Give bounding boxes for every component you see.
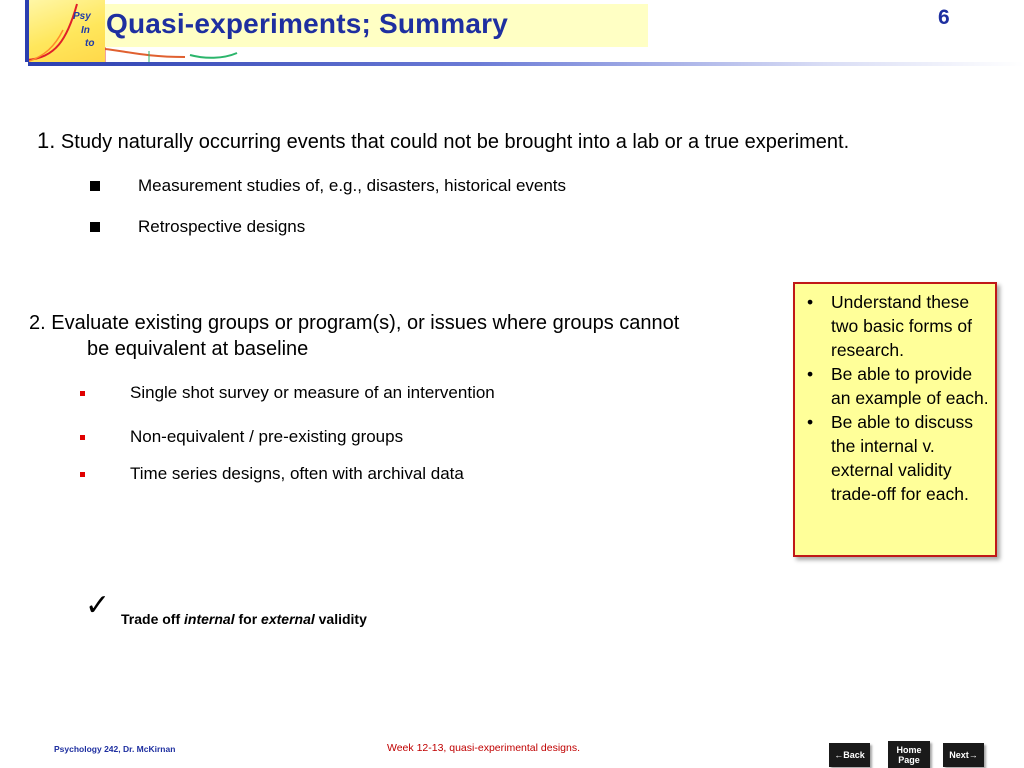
footer-course: Psychology 242, Dr. McKirnan [54, 744, 176, 754]
red-square-bullet-icon [80, 435, 85, 440]
list-item [90, 217, 305, 237]
square-bullet-icon [90, 181, 100, 191]
tradeoff-external: external [261, 611, 315, 627]
list-item [80, 464, 464, 484]
logo-text-line: to [85, 38, 95, 49]
list-item [80, 427, 403, 447]
red-square-bullet-icon [80, 472, 85, 477]
home-page-button[interactable] [888, 741, 930, 768]
list-item-text: Retrospective designs [138, 217, 306, 236]
home-button-label: Home [896, 744, 922, 755]
list-item-text: Single shot survey or measure of an intervention [130, 383, 495, 402]
tradeoff-statement [121, 611, 367, 627]
curve-graphic-icon [25, 0, 105, 62]
list-item-text: Measurement studies of, e.g., disasters, historical events [138, 176, 567, 195]
back-button-label: ←Back [834, 750, 865, 760]
next-button-label: Next→ [949, 750, 978, 760]
red-square-bullet-icon [80, 391, 85, 396]
list-item [80, 383, 495, 403]
bullet-dot-icon: • [807, 412, 814, 432]
next-button[interactable] [943, 743, 984, 767]
list-item [803, 362, 989, 410]
learning-goals-box [793, 282, 997, 557]
tradeoff-text: Trade off [121, 611, 185, 627]
checkmark-icon: ✓ [85, 588, 111, 623]
point-2-line-1: 2. Evaluate existing groups or program(s), or issues where groups cannot [29, 312, 680, 334]
header-rule [28, 62, 1024, 66]
point-1-text: Study naturally occurring events that could not be brought into a lab or a true experiment. [60, 131, 850, 153]
tradeoff-text: validity [314, 611, 367, 627]
list-item [90, 176, 566, 196]
back-button[interactable] [829, 743, 870, 767]
course-logo [25, 0, 105, 62]
slide-number: 6 [938, 6, 950, 29]
list-item-text: Be able to discuss the internal v. external validity trade-off for each. [831, 412, 974, 504]
header-curves-icon [105, 47, 245, 63]
list-item [803, 410, 989, 506]
list-item-text: Time series designs, often with archival data [130, 464, 464, 483]
point-2-line-2: be equivalent at baseline [87, 338, 309, 360]
tradeoff-text: for [234, 611, 262, 627]
list-item-text: Be able to provide an example of each. [831, 364, 989, 408]
logo-text-line: In [81, 25, 90, 36]
tradeoff-internal: internal [184, 611, 235, 627]
home-button-label: Page [898, 754, 920, 765]
bullet-dot-icon: • [807, 364, 814, 384]
bullet-dot-icon: • [807, 292, 814, 312]
logo-accent-bar [25, 0, 29, 62]
list-item [803, 290, 989, 362]
list-item-text: Understand these two basic forms of research. [831, 292, 973, 360]
footer-topic: Week 12-13, quasi-experimental designs. [387, 742, 580, 754]
square-bullet-icon [90, 222, 100, 232]
point-2 [29, 310, 789, 362]
slide-title: Quasi-experiments; Summary [106, 8, 509, 39]
logo-text-line: Psy [73, 11, 91, 22]
point-1-number: 1. [37, 128, 56, 153]
point-1 [37, 128, 849, 154]
list-item-text: Non-equivalent / pre-existing groups [130, 427, 404, 446]
